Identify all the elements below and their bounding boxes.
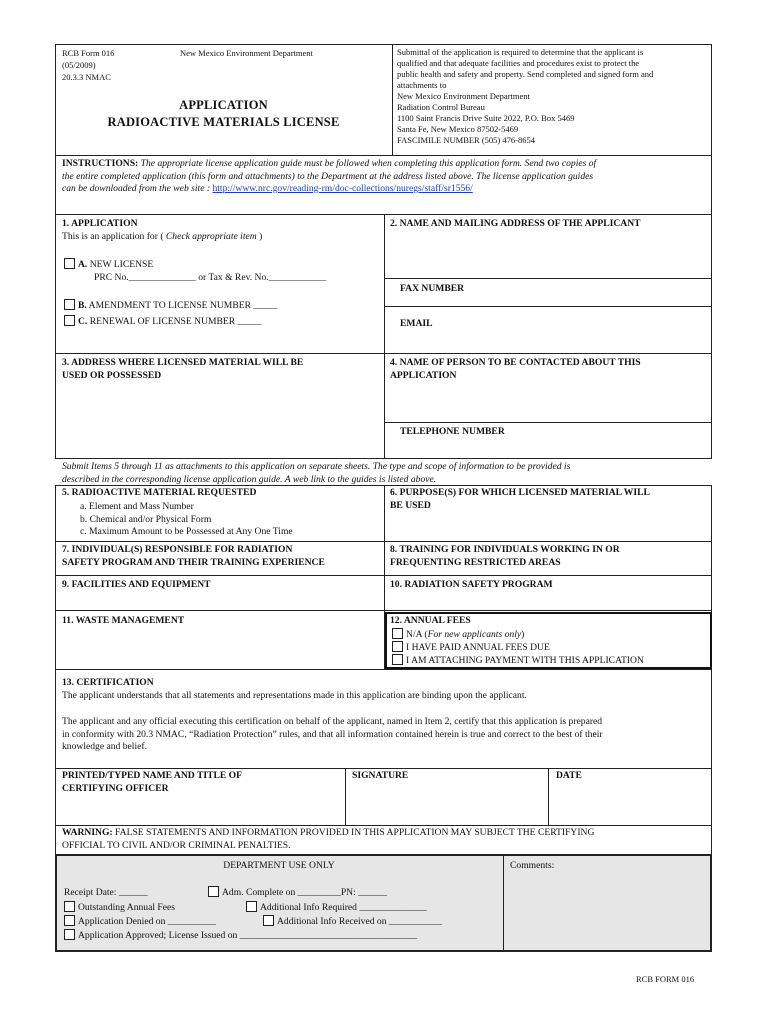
training-heading: [390, 544, 620, 569]
purpose-heading: [390, 487, 650, 512]
material-item: b. Chemical and/or Physical Form: [80, 513, 212, 525]
option-italic: For new applicants only: [427, 629, 522, 640]
form-title-line1: APPLICATION: [179, 98, 268, 112]
application-denied-checkbox[interactable]: [64, 915, 75, 926]
application-denied-option[interactable]: [64, 915, 216, 929]
signature-field[interactable]: SIGNATURE: [352, 770, 409, 781]
warning-text: [62, 827, 708, 852]
signature-divider: [345, 768, 346, 826]
attachments-note: [62, 461, 708, 486]
fees-paid-option[interactable]: [392, 641, 550, 655]
option-label-end: ): [521, 629, 525, 640]
form-title-line2: RADIOACTIVE MATERIALS LICENSE: [107, 115, 340, 129]
application-subtitle: [62, 231, 262, 244]
certification-heading: 13. CERTIFICATION: [62, 677, 154, 688]
telephone-divider: [384, 422, 712, 423]
row-divider: [55, 575, 712, 576]
new-license-option[interactable]: [64, 258, 153, 272]
option-label: Outstanding Annual Fees: [78, 902, 175, 913]
renewal-checkbox[interactable]: [64, 315, 75, 326]
option-label: I AM ATTACHING PAYMENT WITH THIS APPLICATION: [406, 655, 644, 666]
prc-tax-fields[interactable]: PRC No.______________ or Tax & Rev. No.____________: [94, 272, 327, 283]
heading-line: 3. ADDRESS WHERE LICENSED MATERIAL WILL BE: [62, 357, 304, 368]
comments-label: Comments:: [510, 860, 555, 871]
option-label: Additional Info Received on ___________: [277, 916, 442, 927]
material-sublist: [80, 501, 293, 539]
outstanding-fees-checkbox[interactable]: [64, 901, 75, 912]
cert-line: in conformity with 20.3 NMAC, “Radiation Protection” rules, and that all information contained herein is true and correct to the best of their: [62, 728, 603, 740]
date-field[interactable]: DATE: [556, 770, 582, 781]
field-label: CERTIFYING OFFICER: [62, 782, 169, 794]
guides-link[interactable]: http://www.nrc.gov/reading-rm/doc-collections/nuregs/staff/sr1556/: [212, 183, 473, 194]
submittal-line: Radiation Control Bureau: [397, 102, 485, 112]
instructions-line2: the entire completed application (this form and attachments) to the Department at the address listed above. The license application guides: [62, 170, 594, 182]
fax-divider: [384, 278, 712, 279]
additional-info-required-option[interactable]: [246, 901, 427, 915]
heading-line: 8. TRAINING FOR INDIVIDUALS WORKING IN OR: [390, 544, 620, 555]
form-number: RCB Form 016: [62, 48, 115, 58]
submittal-block: [397, 47, 709, 146]
fees-paid-checkbox[interactable]: [392, 641, 403, 652]
safety-program-heading: 10. RADIATION SAFETY PROGRAM: [390, 579, 553, 590]
cert-line: The applicant and any official executing this certification on behalf of the applicant, named in Item 2, certify that this application is prepared: [62, 716, 603, 727]
option-label: Additional Info Required ______________: [260, 902, 427, 913]
header-divider: [392, 44, 393, 156]
heading-line: 7. INDIVIDUAL(S) RESPONSIBLE FOR RADIATION: [62, 544, 293, 555]
renewal-option[interactable]: [64, 315, 262, 329]
annual-fees-heading: 12. ANNUAL FEES: [390, 615, 471, 626]
material-item: a. Element and Mass Number: [80, 501, 194, 512]
new-license-checkbox[interactable]: [64, 258, 75, 269]
heading-line: USED OR POSSESSED: [62, 369, 162, 381]
certification-statement: The applicant understands that all statements and representations made in this application are binding upon the applicant.: [62, 690, 527, 701]
submittal-line: public health and safety and property. Send completed and signed form and: [397, 69, 654, 79]
instructions-line3: can be downloaded from the web site :: [62, 183, 213, 194]
email-label: EMAIL: [400, 318, 433, 329]
applicant-name-heading: 2. NAME AND MAILING ADDRESS OF THE APPLICANT: [390, 218, 641, 229]
subtitle-prefix: This is an application for (: [62, 231, 166, 242]
submittal-line: 1100 Saint Francis Drive Suite 2022, P.O. Box 5469: [397, 113, 575, 123]
application-heading: 1. APPLICATION: [62, 218, 138, 229]
amendment-checkbox[interactable]: [64, 299, 75, 310]
form-nmac: 20.3.3 NMAC: [62, 72, 111, 82]
form-date: (05/2009): [62, 60, 96, 70]
subtitle-suffix: ): [256, 231, 263, 242]
heading-line: 4. NAME OF PERSON TO BE CONTACTED ABOUT THIS: [390, 357, 641, 368]
material-item: c. Maximum Amount to be Possessed at Any One Time: [80, 526, 293, 537]
instructions-label: INSTRUCTIONS:: [62, 158, 139, 169]
telephone-label: TELEPHONE NUMBER: [400, 426, 505, 437]
adm-complete-checkbox[interactable]: [208, 886, 219, 897]
submittal-line: FASCIMILE NUMBER (505) 476-8654: [397, 135, 535, 145]
additional-info-received-checkbox[interactable]: [263, 915, 274, 926]
heading-line: SAFETY PROGRAM AND THEIR TRAINING EXPERIENCE: [62, 556, 325, 568]
fees-na-checkbox[interactable]: [392, 628, 403, 639]
option-letter: B.: [78, 300, 87, 311]
certifying-officer-field[interactable]: [62, 770, 242, 795]
submittal-line: New Mexico Environment Department: [397, 91, 530, 101]
subtitle-italic: Check appropriate item: [165, 231, 257, 242]
outstanding-fees-option[interactable]: [64, 901, 175, 915]
application-approved-option[interactable]: [64, 929, 417, 943]
option-label: Application Approved; License Issued on _____________________________________: [78, 930, 418, 941]
option-label: AMENDMENT TO LICENSE NUMBER _____: [86, 300, 278, 311]
submittal-line: attachments to: [397, 80, 447, 90]
heading-line: 6. PURPOSE(S) FOR WHICH LICENSED MATERIAL WILL: [390, 487, 650, 498]
fax-number-label: FAX NUMBER: [400, 283, 465, 294]
facilities-heading: 9. FACILITIES AND EQUIPMENT: [62, 579, 211, 590]
field-label: PRINTED/TYPED NAME AND TITLE OF: [62, 770, 242, 781]
date-divider: [548, 768, 549, 826]
instructions-text: [62, 158, 708, 196]
option-label: N/A (: [406, 629, 428, 640]
amendment-option[interactable]: [64, 299, 277, 313]
adm-complete-option[interactable]: [208, 886, 387, 900]
footer-form-number: RCB FORM 016: [636, 974, 695, 984]
option-label: NEW LICENSE: [87, 259, 154, 270]
warning-line2: OFFICIAL TO CIVIL AND/OR CRIMINAL PENALTIES.: [62, 839, 291, 851]
option-label: I HAVE PAID ANNUAL FEES DUE: [406, 642, 550, 653]
waste-management-heading: 11. WASTE MANAGEMENT: [62, 615, 185, 626]
option-letter: A.: [78, 259, 88, 270]
additional-info-required-checkbox[interactable]: [246, 901, 257, 912]
fees-na-option[interactable]: [392, 628, 524, 642]
responsible-individuals-heading: [62, 544, 325, 569]
submittal-line: qualified and that adequate facilities and procedures exist to protect the: [397, 58, 640, 68]
comments-divider: [503, 854, 504, 952]
row-divider: [55, 610, 712, 611]
option-label: RENEWAL OF LICENSE NUMBER _____: [87, 316, 262, 327]
option-letter: C.: [78, 316, 88, 327]
department-use-heading: DEPARTMENT USE ONLY: [223, 860, 335, 871]
submittal-line: Submittal of the application is required to determine that the applicant is: [397, 47, 644, 57]
instructions-line1: The appropriate license application guide must be followed when completing this application form. Send two copies of: [138, 158, 597, 169]
section-3-4-divider: [384, 353, 385, 459]
application-approved-checkbox[interactable]: [64, 929, 75, 940]
option-label: Adm. Complete on _________PN: ______: [222, 887, 387, 898]
warning-label: WARNING:: [62, 827, 113, 838]
cert-line: knowledge and belief.: [62, 741, 147, 752]
radioactive-material-heading: 5. RADIOACTIVE MATERIAL REQUESTED: [62, 487, 257, 498]
section-1-2-divider: [384, 214, 385, 354]
heading-line: BE USED: [390, 499, 431, 511]
contact-person-heading: [390, 357, 641, 382]
department-name: New Mexico Environment Department: [180, 48, 313, 58]
option-label: Application Denied on __________: [78, 916, 216, 927]
fees-attach-option[interactable]: [392, 654, 644, 668]
note-line: Submit Items 5 through 11 as attachments to this application on separate sheets. The type and scope of information to be provided is: [62, 461, 571, 472]
fees-attach-checkbox[interactable]: [392, 654, 403, 665]
certification-text: [62, 716, 708, 754]
warning-line1: FALSE STATEMENTS AND INFORMATION PROVIDED IN THIS APPLICATION MAY SUBJECT THE CERTIFYING: [112, 827, 595, 838]
receipt-date-field[interactable]: Receipt Date: ______: [64, 887, 148, 898]
note-line: described in the corresponding license application guide. A web link to the guides is listed above.: [62, 473, 437, 485]
heading-line: APPLICATION: [390, 369, 457, 381]
row-divider: [55, 541, 712, 542]
submittal-line: Santa Fe, New Mexico 87502-5469: [397, 124, 519, 134]
heading-line: FREQUENTING RESTRICTED AREAS: [390, 556, 561, 568]
email-divider: [384, 306, 712, 307]
additional-info-received-option[interactable]: [263, 915, 442, 929]
material-address-heading: [62, 357, 303, 382]
